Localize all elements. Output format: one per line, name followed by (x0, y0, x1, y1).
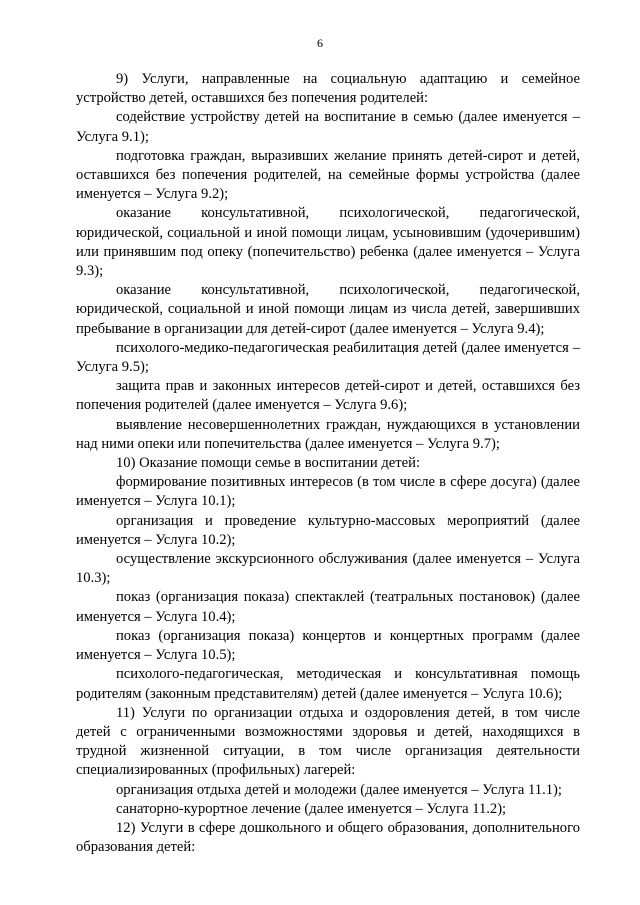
paragraph-service-9-5: психолого-медико-педагогическая реабилитация детей (далее именуется – Услуга 9.5); (76, 339, 580, 376)
paragraph-service-10-1: формирование позитивных интересов (в том числе в сфере досуга) (далее именуется – Услуга 10.1); (76, 474, 580, 510)
paragraph-service-9-2: подготовка граждан, выразивших желание принять детей-сирот и детей, оставшихся без попечения родителей, на семейные формы устройства (далее именуется – Услуга 9.2); (76, 147, 580, 203)
paragraph-service-9-7: выявление несовершеннолетних граждан, нуждающихся в установлении над ними опеки или попечительства (далее именуется – Услуга 9.7); (76, 416, 580, 452)
paragraph-service-9-6: защита прав и законных интересов детей-сирот и детей, оставшихся без попечения родителей (далее именуется – Услуга 9.6); (76, 378, 580, 414)
paragraph-services-9-heading: 9) Услуги, направленные на социальную адаптацию и семейное устройство детей, оставшихся без попечения родителей: (76, 71, 580, 107)
page-body (76, 70, 580, 857)
paragraph-service-10-4: показ (организация показа) спектаклей (театральных постановок) (далее именуется – Услуга 10.4); (76, 589, 580, 625)
paragraph-services-12-heading: 12) Услуги в сфере дошкольного и общего образования, дополнительного образования детей: (76, 819, 580, 856)
paragraph-service-10-5: показ (организация показа) концертов и концертных программ (далее именуется – Услуга 10.5); (76, 627, 580, 664)
page-number: 6 (317, 36, 323, 50)
paragraph-service-11-1: организация отдыха детей и молодежи (далее именуется – Услуга 11.1); (116, 781, 562, 798)
paragraph-service-10-2: организация и проведение культурно-массовых мероприятий (далее именуется – Услуга 10.2); (76, 512, 580, 548)
paragraph-service-10-3: осуществление экскурсионного обслуживания (далее именуется – Услуга 10.3); (76, 551, 580, 587)
paragraph-service-9-1: содействие устройству детей на воспитание в семью (далее именуется – Услуга 9.1); (76, 109, 580, 145)
paragraph-service-11-2: санаторно-курортное лечение (далее именуется – Услуга 11.2); (116, 800, 507, 817)
paragraph-service-9-4: оказание консультативной, психологической, педагогической, юридической, социальной и иной помощи лицам из числа детей, завершивших пребывание в организации для детей-сирот (далее именуется – Услуга 9.4); (76, 282, 580, 337)
paragraph-service-10-6: психолого-педагогическая, методическая и консультативная помощь родителям (законным представителям) детей (далее именуется – Услуга 10.6); (76, 666, 580, 702)
paragraph-service-9-3: оказание консультативной, психологической, педагогической, юридической, социальной и иной помощи лицам, усыновившим (удочерившим) или принявшим под опеку (попечительство) ребенка (далее именуется – Услуга 9.3); (76, 205, 580, 280)
paragraph-services-11-heading: 11) Услуги по организации отдыха и оздоровления детей, в том числе детей с ограниченными возможностями здоровья и детей, находящихся в трудной жизненной ситуации, в том числе организация деятельности специализированных (профильных) лагерей: (76, 704, 580, 779)
paragraph-services-10-heading: 10) Оказание помощи семье в воспитании детей: (116, 455, 421, 472)
